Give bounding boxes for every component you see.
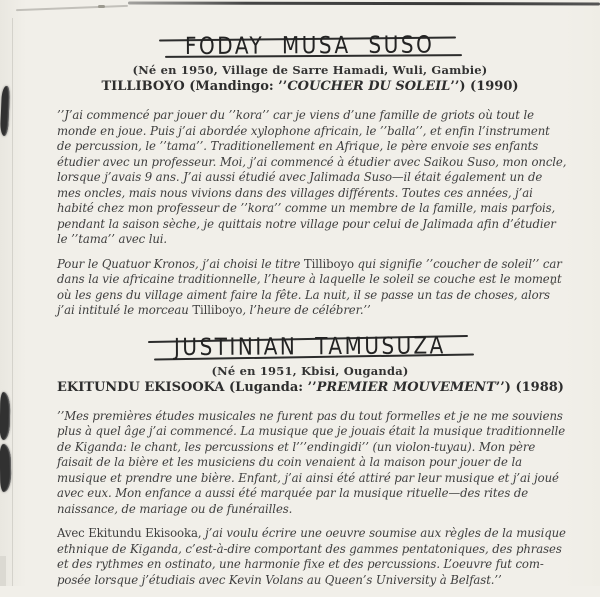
text-segment: où les gens du village aiment faire la fête. La nuit, il se passe un tas de choses, alors bbox=[57, 287, 550, 302]
body-line bbox=[57, 424, 566, 440]
text-segment: dans la vie africaine traditionnelle, l’heure à laquelle le soleil se couche est le moment bbox=[57, 272, 562, 286]
text-segment: Tilliboyo bbox=[192, 303, 243, 317]
text-segment: musique et prendre une bière. Enfant, j’ai ainsi été attiré par leur musique et j’ai joué bbox=[57, 470, 559, 485]
artist-name: JUSTINIAN TAMUSUZA bbox=[174, 330, 446, 361]
text-segment: faisait de la bière et les musiciens du coin venaient à la maison pour jouer de la bbox=[57, 455, 522, 469]
text-segment: ’’Mes premières études musicales ne furent pas du tout formelles et je ne me souviens bbox=[57, 408, 563, 423]
artist-section bbox=[57, 30, 567, 319]
body-line bbox=[57, 139, 563, 155]
body-line bbox=[57, 108, 563, 124]
body-line bbox=[57, 303, 563, 319]
body-line bbox=[57, 486, 563, 502]
text-segment: de Kiganda: le chant, les percussions et l’’’endingidi’’ (un violon-tuyau). Mon père bbox=[57, 439, 536, 454]
artist-heading-wrap bbox=[57, 331, 563, 360]
work-title-line bbox=[57, 79, 563, 95]
paragraph bbox=[57, 108, 567, 248]
binding-mark bbox=[0, 444, 11, 492]
work-title-segment: ’’) (1990) bbox=[450, 79, 519, 94]
paragraph bbox=[57, 257, 563, 319]
text-segment: et des rythmes en ostinato, une harmonie fixe et des percussions. L’oeuvre fut com- bbox=[57, 557, 544, 571]
scan-edge-top bbox=[128, 2, 600, 6]
text-segment: lorsque j’avais 9 ans. J’ai aussi étudié avec Jalimada Suso—il était également un de bbox=[57, 170, 543, 184]
work-title-line bbox=[57, 380, 563, 396]
text-segment: étudier avec un professeur. Moi, j’ai commencé à étudier avec Saikou Suso, mon oncle, bbox=[57, 154, 567, 169]
work-title-segment: TILLIBOYO (Mandingo: ’’ bbox=[101, 79, 288, 94]
body-line bbox=[57, 440, 563, 456]
binding-mark bbox=[0, 392, 10, 440]
binding-mark bbox=[0, 86, 10, 136]
body-line bbox=[57, 288, 563, 304]
work-title-segment: ’’) (1988) bbox=[495, 379, 564, 395]
work-title-segment: COUCHER DU SOLEIL bbox=[287, 79, 451, 94]
text-segment: plus à quel âge j’ai commencé. La musique que je jouais était la musique traditionnelle bbox=[57, 424, 566, 438]
text-segment: Tilliboyo bbox=[303, 256, 354, 271]
body-line bbox=[57, 257, 563, 273]
body-line bbox=[57, 557, 563, 573]
scan-speck bbox=[98, 5, 105, 8]
body-line bbox=[57, 232, 563, 248]
artist-name-heading bbox=[175, 30, 444, 59]
body-line bbox=[57, 502, 563, 518]
artist-heading-wrap bbox=[57, 30, 563, 59]
text-segment: avec eux. Mon enfance a aussi été marquée par la musique rituelle—des rites de bbox=[57, 486, 529, 500]
body-line bbox=[57, 170, 563, 186]
text-segment: de percussion, le ’’tama’’. Traditionellement en Afrique, le père envoie ses enfants bbox=[57, 139, 539, 153]
scan-smudge bbox=[0, 556, 6, 586]
body-line bbox=[57, 272, 563, 288]
body-line bbox=[57, 124, 563, 140]
liner-notes bbox=[57, 30, 567, 597]
artist-section bbox=[57, 330, 566, 589]
artist-name: FODAY MUSA SUSO bbox=[185, 30, 435, 60]
text-segment: ethnique de Kiganda, c’est-à-dire comportant des gammes pentatoniques, des phrases bbox=[57, 541, 562, 556]
text-segment: Pour le Quatuor Kronos, j’ai choisi le titre bbox=[57, 256, 304, 271]
text-segment: j’ai intitulé le morceau bbox=[57, 303, 193, 317]
text-segment: habité chez mon professeur de ’’kora’’ comme un membre de la famille, mais parfois, bbox=[57, 201, 556, 215]
body-line bbox=[57, 201, 563, 217]
body-line bbox=[57, 471, 563, 487]
body-line bbox=[57, 526, 566, 542]
body-line bbox=[57, 154, 567, 171]
text-segment: pendant la saison sèche, je quittais notre village pour celui de Jalimada afin d’étudier bbox=[57, 216, 556, 231]
paragraph bbox=[57, 526, 566, 588]
text-segment: mes oncles, mais nous vivions dans des villages différents. Toutes ces années, j’ai bbox=[57, 185, 533, 200]
work-title-segment: PREMIER MOUVEMENT bbox=[316, 379, 496, 395]
body-line bbox=[57, 217, 563, 233]
text-segment: posée lorsque j’étudiais avec Kevin Volans au Queen’s University à Belfast.’’ bbox=[57, 572, 502, 587]
birth-line: (Né en 1950, Village de Sarre Hamadi, Wuli, Gambie) bbox=[132, 63, 488, 77]
body-line bbox=[57, 186, 563, 202]
text-segment: naissance, de mariage ou de funérailles. bbox=[57, 501, 293, 516]
text-segment: qui signifie ’’coucher de soleil’’ car bbox=[353, 256, 562, 271]
text-segment: Avec Ekitundu Ekisooka, bbox=[57, 526, 202, 540]
work-title-segment: EKITUNDU EKISOOKA (Luganda: ’’ bbox=[57, 379, 317, 395]
body-line bbox=[57, 542, 563, 558]
text-segment: j’ai voulu écrire une oeuvre soumise aux règles de la musique bbox=[201, 526, 566, 540]
text-segment: ’’J’ai commencé par jouer du ’’kora’’ car je viens d’une famille de griots où tout le bbox=[57, 108, 534, 122]
text-segment: monde en joue. Puis j’ai abordée xylophone africain, le ’’balla’’, et enfin l’instrument bbox=[57, 123, 550, 138]
paragraph bbox=[57, 408, 566, 518]
page-edge-line bbox=[12, 18, 13, 586]
artist-name-heading bbox=[164, 331, 456, 360]
body-line bbox=[57, 455, 563, 471]
body-line bbox=[57, 409, 563, 425]
scan-edge-smudge bbox=[16, 5, 128, 11]
birth-line: (Né en 1951, Kbisi, Ouganda) bbox=[211, 363, 409, 378]
text-segment: , l’heure de célébrer.’’ bbox=[242, 303, 371, 317]
text-segment: le ’’tama’’ avec lui. bbox=[57, 232, 168, 246]
